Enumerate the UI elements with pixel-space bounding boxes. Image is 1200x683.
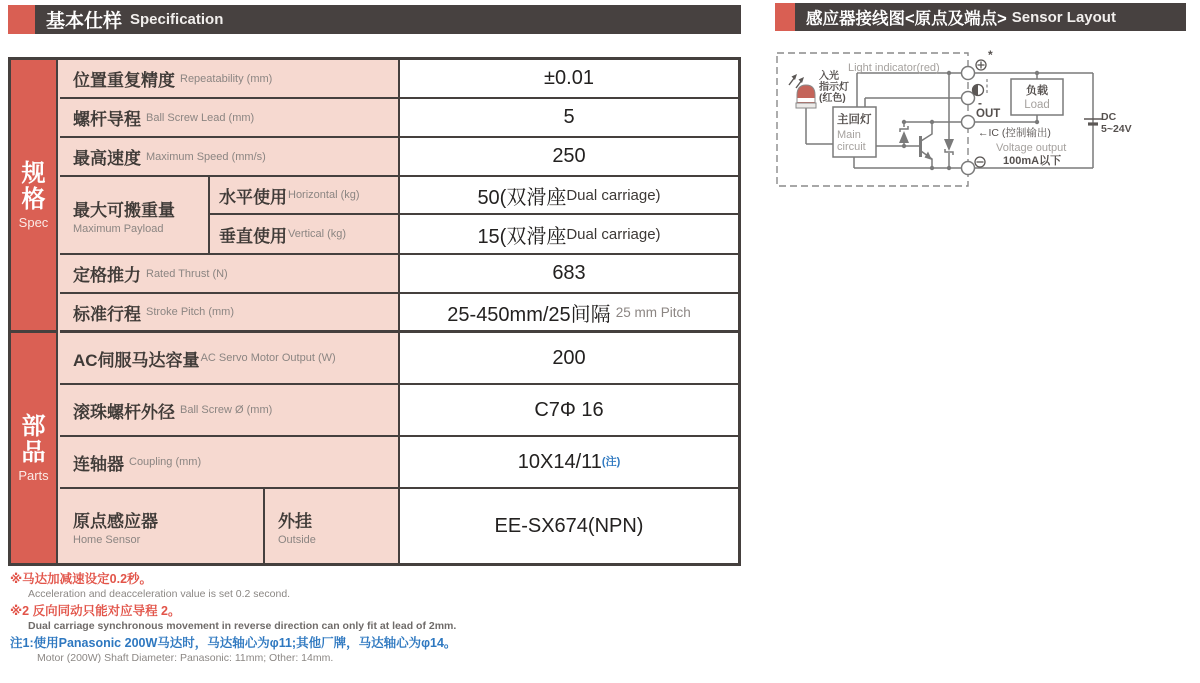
table-row-screw-diameter [60,385,738,437]
sensor-header-title-en: Sensor Layout [1011,8,1116,26]
minus-terminal-icon [975,157,985,167]
plus-terminal-icon [976,60,986,70]
row-label [210,177,398,213]
led-label-zh3: (红色) [819,93,846,104]
spec-header-title-zh: 基本仕样 [46,11,123,32]
table-row-coupling [60,437,738,489]
payload-vertical-row [210,215,738,253]
row-value: ±0.01 [398,60,738,97]
label-zh: 标准行程 [73,304,141,324]
value-zh: 15(双滑座 [477,225,567,248]
row-value: EE-SX674(NPN) [398,489,738,563]
payload-label [60,177,210,253]
label-en: Home Sensor [73,533,141,546]
sidebar-spec-group [11,60,58,333]
specification-table [8,57,741,566]
current-limit-label: 100mA以下 [1003,155,1062,167]
note-1-zh: ※马达加减速设定0.2秒。 [10,572,153,586]
label-zh: 水平使用 [219,187,287,207]
row-label [60,138,398,175]
sidebar-spec-label-en: Spec [18,214,49,230]
row-label [210,215,398,253]
out-terminal-label: OUT [976,108,1001,120]
row-value: 250 [398,138,738,175]
value-sub: 25 mm Pitch [615,304,691,320]
home-sensor-mount-label [265,489,398,563]
home-sensor-label [60,489,265,563]
row-value [398,294,738,330]
label-en: Ball Screw Ø (mm) [180,404,273,416]
label-zh: 连轴器 [73,454,124,474]
sidebar-parts-label-en: Parts [18,467,49,483]
label-zh: 原点感应器 [73,511,158,531]
main-circuit-label-en1: Main [837,129,861,141]
main-circuit-label-en2: circuit [837,141,866,153]
spec-section-header [8,5,741,34]
row-label [60,294,398,330]
value-en: Dual carriage) [566,186,661,204]
main-circuit-label-zh: 主回灯 [837,114,872,126]
led-indicator-icon [796,85,816,108]
row-value: 5 [398,99,738,136]
label-zh: 最大可搬重量 [73,200,175,220]
sensor-wiring-diagram [775,45,1200,213]
table-row-max-payload [60,177,738,255]
red-accent-square [8,5,35,34]
table-rows [60,60,738,563]
label-en: Stroke Pitch (mm) [146,306,235,318]
sidebar-spec-label-zh: 规格 [21,159,46,213]
row-label [60,255,398,292]
label-en: Coupling (mm) [129,456,202,468]
label-en: Ball Screw Lead (mm) [146,111,255,124]
sidebar-parts-group [11,333,58,563]
sidebar-parts-label-zh: 部品 [21,412,46,466]
terminal-minus-mark: - [978,96,982,110]
label-zh: 垂直使用 [219,226,287,246]
voltage-output-label: Voltage output [996,142,1067,154]
payload-horizontal-row [210,177,738,215]
led-label-zh1: 入光 [819,71,839,82]
label-en: Maximum Speed (mm/s) [146,150,266,163]
footnotes [10,572,750,668]
row-label [60,385,398,435]
label-en: Horizontal (kg) [288,189,360,202]
row-label [60,99,398,136]
label-zh: 位置重复精度 [73,71,175,90]
note-2-en: Dual carriage synchronous movement in reverse direction can only fit at lead of 2mm. [28,620,457,632]
dc-label-line2: 5~24V [1101,123,1132,135]
red-accent-square [775,3,795,31]
light-indicator-label: Light indicator(red) [848,62,940,74]
row-value: 10X14/11 (注) [398,437,738,487]
spec-header-title-en: Specification [130,11,224,28]
label-zh: 滚珠螺杆外径 [73,402,175,422]
row-value: C7Φ 16 [398,385,738,435]
value-zh: 50(双滑座 [477,186,567,209]
sensor-section-header [775,3,1186,31]
zener-diode-right-icon [944,139,954,155]
sensor-header-title-zh: 感应器接线图<原点及端点> [806,10,1007,28]
ic-output-label: ←IC (控制输出) [978,127,1051,139]
label-en: AC Servo Motor Output (W) [200,352,336,364]
label-en: Maximum Payload [73,222,164,235]
load-label-zh: 负载 [1026,85,1048,97]
dc-label-line1: DC [1101,111,1117,123]
value-main: 10X14/11 [517,450,602,473]
label-zh: 定格推力 [73,266,141,285]
table-row-ball-screw-lead [60,99,738,138]
load-label-en: Load [1024,99,1050,111]
row-label [60,333,398,383]
value-en: Dual carriage) [566,225,661,243]
table-row-stroke [60,294,738,333]
label-en: Rated Thrust (N) [146,267,228,280]
value-main: 25-450mm/25间隔 [447,303,611,326]
label-zh: 螺杆导程 [73,110,141,129]
note-1-en: Acceleration and deacceleration value is set 0.2 second. [28,588,291,600]
table-row-home-sensor [60,489,738,563]
row-value: 683 [398,255,738,292]
label-en: Vertical (kg) [288,228,347,241]
row-label [60,60,398,97]
note-2-zh: ※2 反向同动只能对应导程 2。 [10,604,181,618]
table-row-repeatability [60,60,738,99]
label-zh: 最高速度 [73,149,141,168]
row-value: 200 [398,333,738,383]
note-3-en: Motor (200W) Shaft Diameter: Panasonic: 11mm; Other: 14mm. [37,652,334,664]
note-3-zh: 注1:使用Panasonic 200W马达时，马达轴心为φ11;其他厂牌，马达轴心为φ14。 [10,636,457,650]
led-label-zh2: 指示灯 [819,82,849,93]
zener-diode-left-icon [899,126,909,143]
row-value [398,215,738,253]
label-zh: AC伺服马达容量 [73,350,200,370]
row-value [398,177,738,213]
row-label [60,437,398,487]
table-row-max-speed [60,138,738,177]
label-en: Outside [278,533,316,546]
terminal-star: * [988,48,993,62]
payload-subrows [210,177,738,253]
light-terminal-icon [973,85,984,96]
label-zh: 外挂 [278,511,312,531]
table-row-servo-output [60,333,738,385]
label-en: Repeatability (mm) [180,72,273,85]
table-row-rated-thrust [60,255,738,294]
transistor-icon [919,136,932,160]
